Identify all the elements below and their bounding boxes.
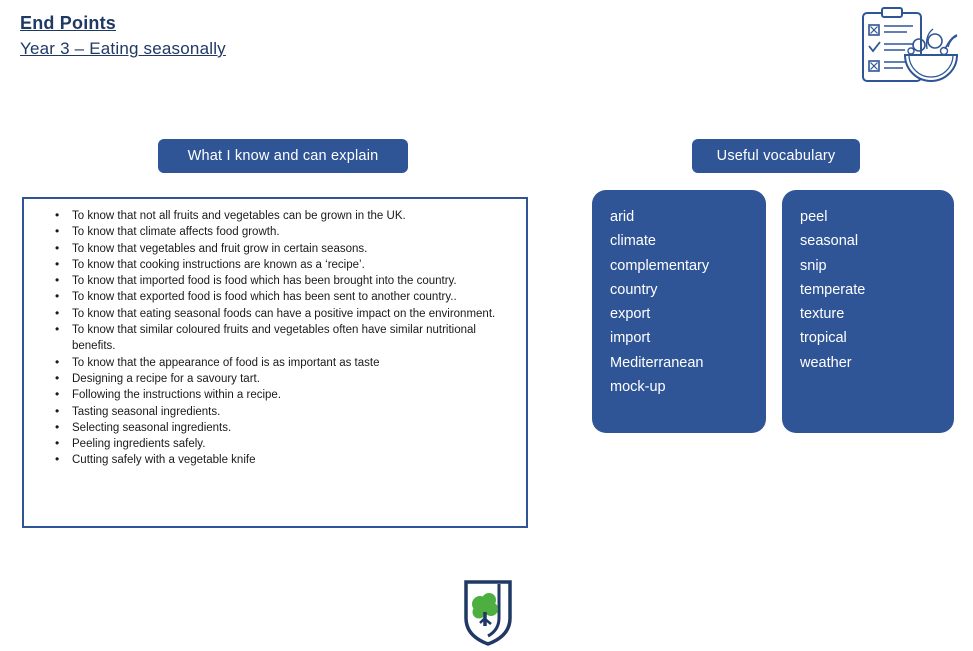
list-item: import xyxy=(610,330,651,347)
page-subtitle: Year 3 – Eating seasonally xyxy=(20,39,226,58)
list-item: • To know that exported food is food which has been sent to another country.. xyxy=(72,289,514,305)
knowledge-box xyxy=(22,197,528,528)
list-item: export xyxy=(610,306,651,323)
list-item: country xyxy=(610,281,658,298)
list-item: Mediterranean xyxy=(610,354,704,371)
list-item: complementary xyxy=(610,257,710,274)
knowledge-list xyxy=(24,208,526,469)
list-item: seasonal xyxy=(800,233,859,250)
banner-know-label: What I know and can explain xyxy=(187,148,379,164)
list-item: • To know that vegetables and fruit grow in certain seasons. xyxy=(72,241,514,257)
list-item: • Peeling ingredients safely. xyxy=(72,436,514,452)
list-item: temperate xyxy=(800,281,866,298)
clipboard-salad-illustration xyxy=(853,5,963,90)
vocabulary-list-two xyxy=(782,190,954,375)
list-item: • Cutting safely with a vegetable knife xyxy=(72,452,514,468)
list-item: • To know that eating seasonal foods can have a positive impact on the environment. xyxy=(72,306,514,322)
page-title: End Points xyxy=(20,13,116,33)
list-item: • To know that the appearance of food is as important as taste xyxy=(72,355,514,371)
school-tree-shield-logo xyxy=(458,578,522,646)
list-item: • Following the instructions within a recipe. xyxy=(72,387,514,403)
list-item: • To know that not all fruits and vegetables can be grown in the UK. xyxy=(72,208,514,224)
list-item: • To know that climate affects food growth. xyxy=(72,224,514,240)
list-item: snip xyxy=(800,257,827,274)
list-item: tropical xyxy=(800,330,847,347)
list-item: • To know that cooking instructions are known as a ‘recipe’. xyxy=(72,257,514,273)
list-item: • To know that imported food is food which has been brought into the country. xyxy=(72,273,514,289)
vocabulary-card-one xyxy=(592,190,766,433)
list-item: peel xyxy=(800,209,828,225)
page-header xyxy=(20,10,226,62)
list-item: • To know that similar coloured fruits and vegetables often have similar nutritional benefits. xyxy=(72,322,514,355)
banner-useful-vocabulary xyxy=(692,139,860,173)
vocabulary-list-one xyxy=(592,190,766,399)
list-item: • Designing a recipe for a savoury tart. xyxy=(72,371,514,387)
list-item: mock-up xyxy=(610,379,666,396)
vocabulary-card-two xyxy=(782,190,954,433)
list-item: texture xyxy=(800,306,845,323)
banner-vocab-label: Useful vocabulary xyxy=(716,148,836,164)
list-item: • Selecting seasonal ingredients. xyxy=(72,420,514,436)
list-item: • Tasting seasonal ingredients. xyxy=(72,404,514,420)
list-item: weather xyxy=(800,354,852,371)
list-item: climate xyxy=(610,233,656,250)
banner-what-i-know xyxy=(158,139,408,173)
list-item: arid xyxy=(610,209,635,225)
